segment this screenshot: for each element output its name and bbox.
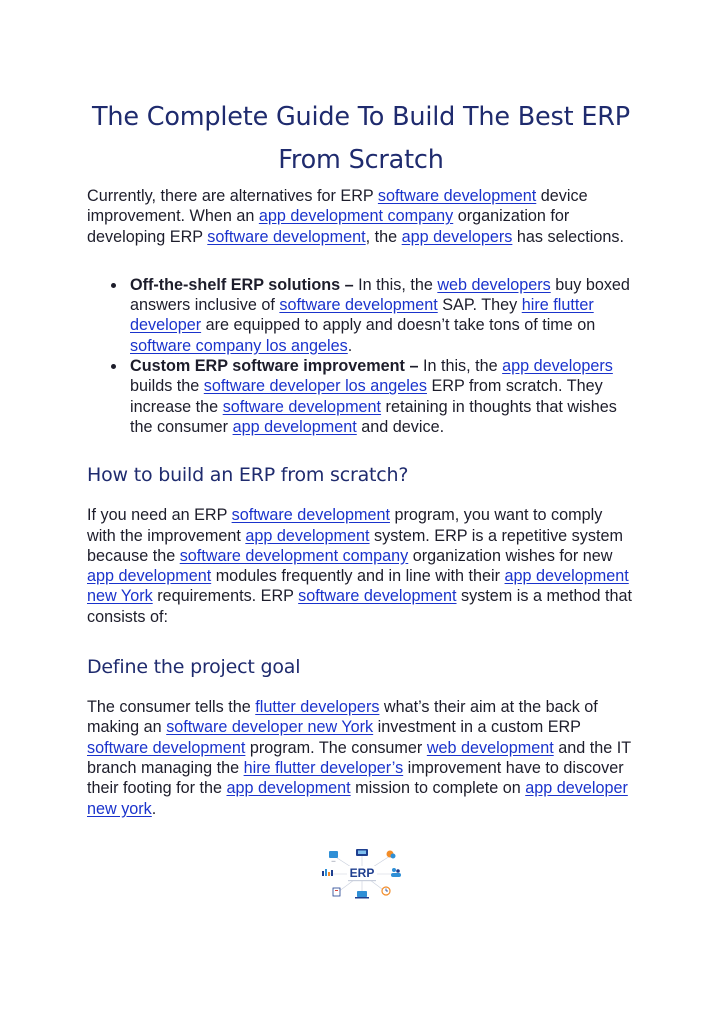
inline-link[interactable]: app developers	[401, 227, 513, 246]
goal-paragraph	[87, 697, 635, 819]
text-run: The consumer tells the	[87, 698, 256, 717]
inline-link[interactable]: app development new York	[87, 567, 629, 606]
text-run: Currently, there are alternatives for ERP	[87, 187, 378, 205]
text-run: SAP. They	[437, 296, 522, 315]
section-heading-goal: Define the project goal	[87, 656, 301, 679]
inline-link[interactable]: software development	[298, 587, 457, 606]
erp-modules-diagram	[318, 848, 406, 906]
text-run: organization wishes for new	[408, 546, 613, 565]
inline-link[interactable]: software development	[279, 296, 438, 315]
clock-icon	[382, 887, 390, 895]
inline-link[interactable]: app development	[226, 779, 351, 798]
erp-options-list	[87, 275, 635, 437]
monitor-icon	[356, 849, 368, 856]
list-item	[130, 275, 635, 356]
build-paragraph	[87, 505, 635, 627]
text-run: improvement have to discover their footing for the	[87, 758, 624, 798]
text-run: device improvement. When an	[87, 187, 588, 226]
text-run: In this, the	[353, 275, 438, 294]
inline-link[interactable]: app developer new york	[87, 779, 628, 818]
inline-link[interactable]: flutter developers	[255, 698, 380, 717]
inline-link[interactable]: software development	[222, 397, 382, 416]
text-run: system. ERP is a repetitive system because the	[87, 526, 623, 565]
list-item	[130, 356, 635, 437]
inline-link[interactable]: app development company	[258, 207, 454, 226]
cart-icon	[329, 851, 338, 863]
text-run: .	[151, 799, 157, 818]
bar-chart-icon	[322, 869, 333, 876]
text-run: .	[347, 336, 353, 355]
inline-link[interactable]: software development	[207, 227, 366, 246]
inline-link[interactable]: software development company	[179, 546, 409, 565]
section-heading-build: How to build an ERP from scratch?	[87, 464, 409, 487]
inline-link[interactable]: software development	[87, 738, 246, 757]
text-run: what’s their aim at the back of making an	[87, 698, 598, 737]
text-run: system is a method that consists of:	[87, 587, 632, 626]
inline-link[interactable]: web developers	[437, 275, 551, 294]
text-run: modules frequently and in line with their	[211, 567, 505, 586]
text-run: investment in a custom ERP	[373, 718, 581, 737]
laptop-icon	[355, 891, 369, 899]
text-run: mission to complete on	[350, 779, 526, 798]
text-run: program, you want to comply with the improvement	[87, 506, 603, 545]
svg-text:▬▬: ▬▬	[331, 860, 336, 863]
text-run: In this, the	[418, 357, 503, 376]
inline-link[interactable]: app development	[87, 567, 212, 586]
inline-link[interactable]: app development	[232, 417, 357, 436]
page-title: The Complete Guide To Build The Best ERP From Scratch	[92, 102, 630, 175]
intro-paragraph	[87, 186, 635, 247]
inline-link[interactable]: software developer los angeles	[203, 377, 427, 396]
text-run: If you need an ERP	[87, 506, 232, 525]
inline-link[interactable]: web development	[426, 738, 554, 757]
bold-lead-text: Off-the-shelf ERP solutions –	[130, 275, 354, 294]
erp-hub	[347, 866, 377, 881]
text-run: buy boxed answers inclusive of	[130, 275, 630, 315]
text-run: ERP from scratch. They increase the	[130, 377, 603, 416]
inline-link[interactable]: hire flutter developer	[130, 296, 594, 335]
text-run: are equipped to apply and doesn’t take tons of time on	[201, 316, 596, 335]
inline-link[interactable]: software development	[377, 187, 537, 205]
text-run: program. The consumer	[245, 738, 427, 757]
inline-link[interactable]: app development	[245, 526, 370, 545]
text-run: and the IT branch managing the	[87, 738, 631, 777]
document-page	[87, 96, 635, 819]
document-icon	[333, 888, 340, 896]
text-run: retaining in thoughts that wishes the consumer	[130, 397, 617, 436]
people-icon	[391, 868, 401, 877]
bold-lead-text: Custom ERP software improvement –	[130, 357, 419, 376]
text-run: , the	[365, 227, 402, 246]
text-run: organization for developing ERP	[87, 207, 570, 246]
erp-center-label: ERP	[349, 866, 375, 880]
text-run: and device.	[356, 417, 445, 436]
inline-link[interactable]: hire flutter developer’s	[243, 758, 404, 777]
inline-link[interactable]: software development	[231, 506, 390, 525]
text-run: has selections.	[512, 227, 624, 246]
inline-link[interactable]: software developer new York	[166, 718, 374, 737]
inline-link[interactable]: app developers	[502, 357, 613, 376]
text-run: requirements. ERP	[152, 587, 299, 606]
inline-link[interactable]: software company los angeles	[130, 336, 348, 355]
text-run: builds the	[130, 377, 204, 396]
